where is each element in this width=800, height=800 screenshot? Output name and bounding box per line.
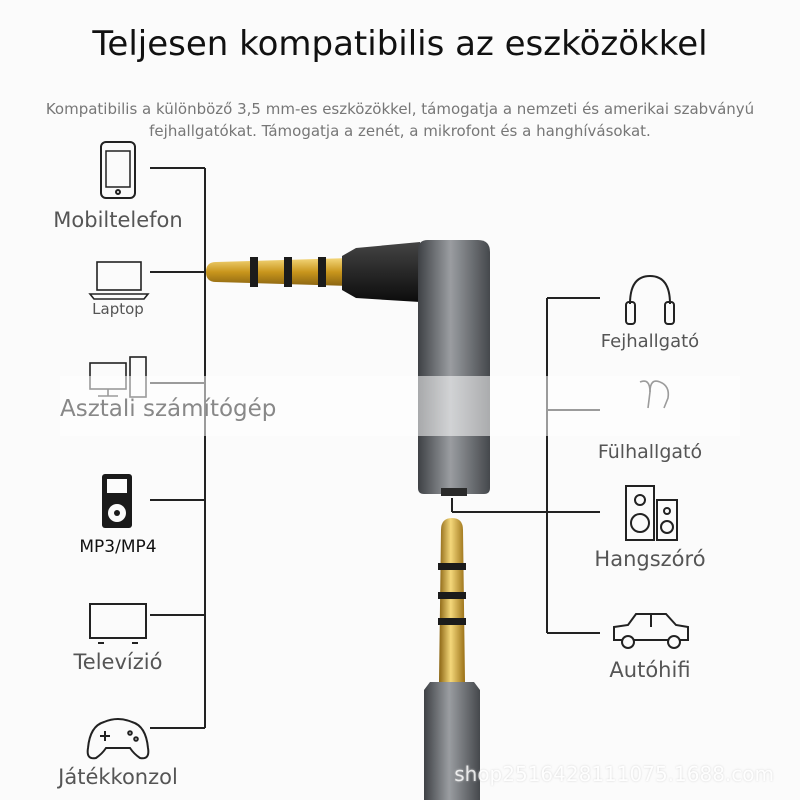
label-asztali-szamitogep: Asztali számítógép: [60, 396, 277, 422]
watermark: shop2516428111075.1688.com: [454, 762, 774, 786]
car-icon: [614, 614, 688, 648]
headphones-icon: [626, 276, 674, 324]
label-fulhallgato: Fülhallgató: [597, 441, 703, 463]
label-autohifi: Autóhifi: [609, 658, 691, 682]
left-connector-lines: [150, 168, 205, 728]
gamepad-icon: [88, 719, 149, 758]
label-hangszoro: Hangszóró: [594, 547, 706, 571]
phone-icon: [101, 142, 135, 198]
page-subtitle: Kompatibilis a különböző 3,5 mm-es eszközökkel, támogatja a nemzeti és amerikai szabványú fejhallgatókat. Támogatja a zenét, a mikrofont és a hanghívásokat.: [45, 100, 755, 140]
page-title: Teljesen kompatibilis az eszközökkel: [92, 24, 708, 64]
label-jatekkonzol: Játékkonzol: [58, 765, 178, 789]
aux-cable-plug: [424, 518, 480, 800]
label-televizio: Televízió: [73, 650, 163, 674]
label-mp3-mp4: MP3/MP4: [79, 537, 157, 557]
label-mobiltelefon: Mobiltelefon: [53, 208, 183, 232]
label-fejhallgato: Fejhallgató: [600, 331, 700, 352]
laptop-icon: [90, 262, 148, 299]
label-laptop: Laptop: [92, 300, 144, 318]
tv-icon: [90, 604, 146, 643]
mp3-player-icon: [102, 474, 132, 528]
speaker-icon: [626, 486, 677, 540]
right-angle-adapter-plug: [206, 240, 490, 496]
